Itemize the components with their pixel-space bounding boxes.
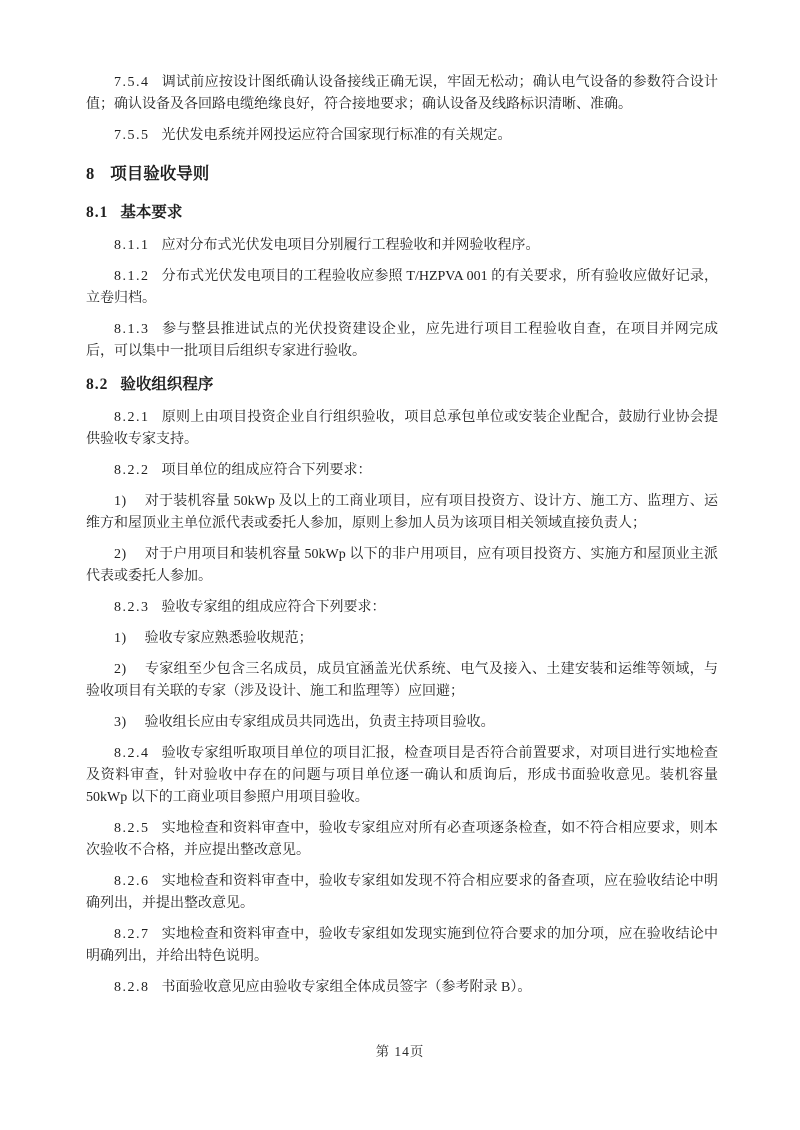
clause-number: 8.2.7: [114, 927, 150, 942]
clause-paragraph: [86, 818, 718, 862]
clause-number: 8.2.2: [114, 463, 150, 478]
list-item: [86, 628, 718, 650]
clause-number: 8.2.6: [114, 874, 150, 889]
document-body: [86, 72, 718, 1008]
clause-text: 实地检查和资料审查中，验收专家组应对所有必查项逐条检查，如不符合相应要求，则本次验收不合格，并应提出整改意见。: [86, 821, 718, 858]
heading-text: 验收组织程序: [120, 376, 214, 393]
section-heading: [86, 203, 718, 223]
clause-paragraph: [86, 597, 718, 619]
heading-text: 基本要求: [120, 204, 183, 221]
clause-text: 验收专家组的组成应符合下列要求：: [161, 600, 386, 615]
clause-number: 8: [86, 164, 95, 183]
clause-text: 调试前应按设计图纸确认设备接线正确无误，牢固无松动；确认电气设备的参数符合设计值；确认设备及各回路电缆绝缘良好，符合接地要求；确认设备及线路标识清晰、准确。: [86, 75, 718, 112]
clause-paragraph: [86, 743, 718, 809]
clause-number: 7.5.4: [114, 75, 150, 90]
clause-text: 验收组长应由专家组成员共同选出，负责主持项目验收。: [144, 715, 495, 730]
clause-text: 实地检查和资料审查中，验收专家组如发现实施到位符合要求的加分项，应在验收结论中明确列出，并给出特色说明。: [86, 927, 718, 964]
clause-text: 对于装机容量 50kWp 及以上的工商业项目，应有项目投资方、设计方、施工方、监理方、运维方和屋顶业主单位派代表或委托人参加，原则上参加人员为该项目相关领域直接负责人；: [86, 494, 718, 531]
clause-paragraph: [86, 125, 718, 147]
section-heading: [86, 375, 718, 395]
clause-text: 光伏发电系统并网投运应符合国家现行标准的有关规定。: [161, 128, 512, 143]
clause-number: 8.2.8: [114, 980, 150, 995]
clause-number: 8.2: [86, 376, 109, 393]
list-item: [86, 712, 718, 734]
clause-text: 对于户用项目和装机容量 50kWp 以下的非户用项目，应有项目投资方、实施方和屋顶业主派代表或委托人参加。: [86, 547, 718, 584]
clause-number: 8.2.4: [114, 746, 150, 761]
list-item: [86, 491, 718, 535]
clause-text: 应对分布式光伏发电项目分别履行工程验收和并网验收程序。: [161, 238, 540, 253]
list-item: [86, 659, 718, 703]
clause-text: 验收专家组听取项目单位的项目汇报，检查项目是否符合前置要求，对项目进行实地检查及资料审查，针对验收中存在的问题与项目单位逐一确认和质询后，形成书面验收意见。装机容量 50kWp 以下的工商业项目参照户用项目验收。: [86, 746, 718, 805]
clause-paragraph: [86, 235, 718, 257]
clause-text: 实地检查和资料审查中，验收专家组如发现不符合相应要求的备查项，应在验收结论中明确列出，并提出整改意见。: [86, 874, 718, 911]
clause-paragraph: [86, 407, 718, 451]
clause-paragraph: [86, 72, 718, 116]
clause-text: 验收专家应熟悉验收规范；: [144, 631, 313, 646]
clause-paragraph: [86, 871, 718, 915]
clause-text: 原则上由项目投资企业自行组织验收，项目总承包单位或安装企业配合，鼓励行业协会提供验收专家支持。: [86, 410, 718, 447]
clause-text: 参与整县推进试点的光伏投资建设企业，应先进行项目工程验收自查，在项目并网完成后，可以集中一批项目后组织专家进行验收。: [86, 322, 718, 359]
list-number: 2): [114, 662, 127, 677]
clause-paragraph: [86, 319, 718, 363]
clause-number: 8.2.1: [114, 410, 150, 425]
clause-number: 8.2.5: [114, 821, 150, 836]
clause-text: 专家组至少包含三名成员，成员宜涵盖光伏系统、电气及接入、土建安装和运维等领域，与验收项目有关联的专家（涉及设计、施工和监理等）应回避；: [86, 662, 718, 699]
clause-text: 分布式光伏发电项目的工程验收应参照 T/HZPVA 001 的有关要求，所有验收应做好记录，立卷归档。: [86, 269, 718, 306]
list-item: [86, 544, 718, 588]
clause-number: 7.5.5: [114, 128, 150, 143]
list-number: 1): [114, 631, 127, 646]
clause-number: 8.1.1: [114, 238, 150, 253]
list-number: 1): [114, 494, 127, 509]
clause-paragraph: [86, 977, 718, 999]
clause-number: 8.1: [86, 204, 109, 221]
page-number: 第 14页: [375, 1044, 425, 1059]
list-number: 3): [114, 715, 127, 730]
clause-paragraph: [86, 924, 718, 968]
clause-number: 8.1.3: [114, 322, 150, 337]
heading-text: 项目验收导则: [110, 165, 210, 183]
clause-number: 8.1.2: [114, 269, 150, 284]
clause-text: 项目单位的组成应符合下列要求：: [161, 463, 372, 478]
clause-text: 书面验收意见应由验收专家组全体成员签字（参考附录 B）。: [161, 980, 532, 995]
clause-paragraph: [86, 460, 718, 482]
chapter-heading: [86, 163, 718, 185]
clause-paragraph: [86, 266, 718, 310]
list-number: 2): [114, 547, 127, 562]
clause-number: 8.2.3: [114, 600, 150, 615]
